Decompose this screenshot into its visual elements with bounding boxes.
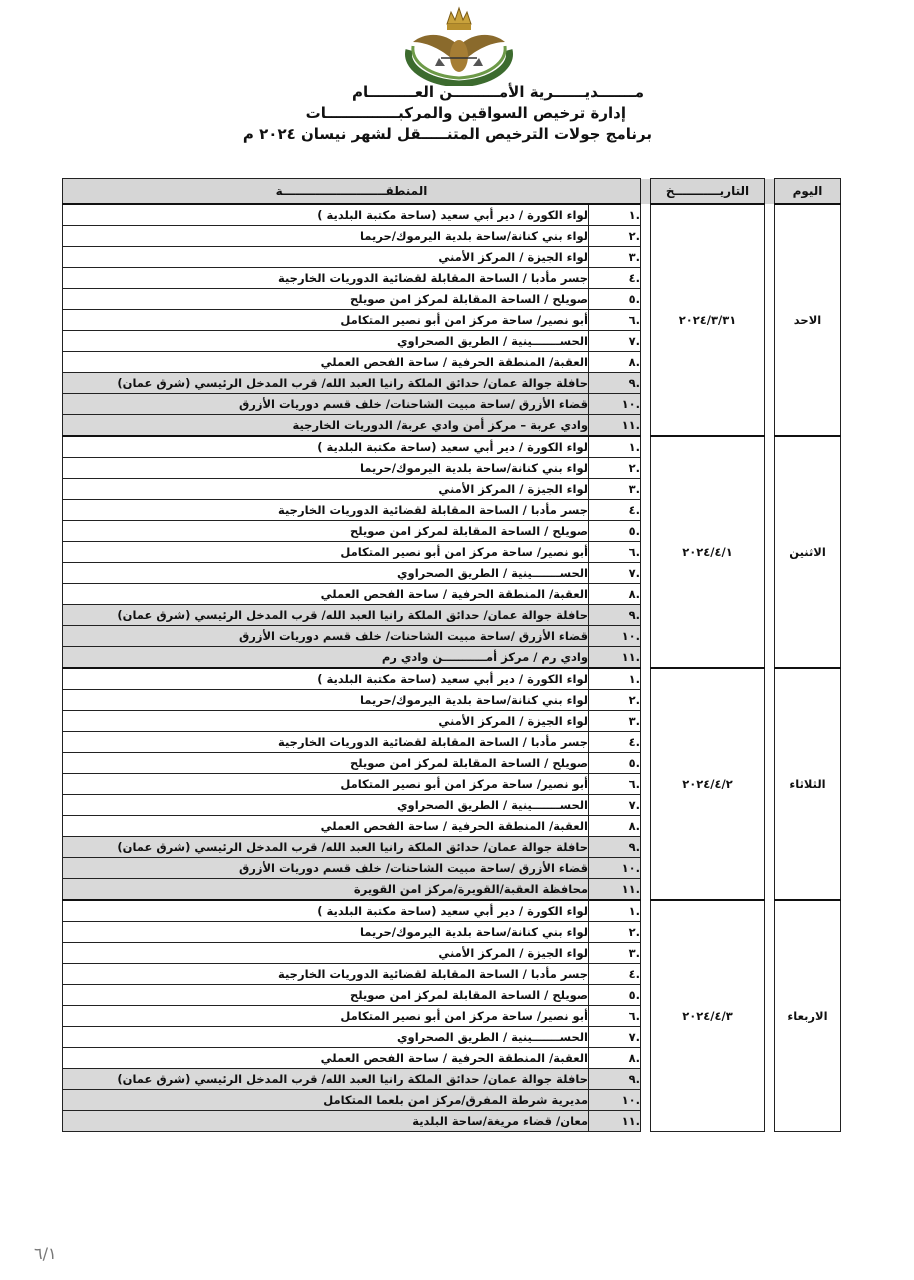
column-gap	[641, 179, 651, 205]
area-cell: العقبة/ المنطقة الحرفية / ساحة الفحص العملي	[63, 816, 589, 837]
area-cell: معان/ قضاء مريغة/ساحة البلدية	[63, 1111, 589, 1132]
day-cell: الثلاثاء	[775, 668, 841, 900]
area-cell: صويلح / الساحة المقابلة لمركز امن صويلح	[63, 753, 589, 774]
column-gap	[765, 179, 775, 205]
row-number: .٦	[589, 774, 641, 795]
row-number: .٢	[589, 922, 641, 943]
row-number: .١٠	[589, 858, 641, 879]
area-cell: لواء الجيزة / المركز الأمني	[63, 247, 589, 268]
row-number: .٦	[589, 1006, 641, 1027]
area-cell: جسر مأدبا / الساحة المقابلة لقضائية الدوريات الخارجية	[63, 964, 589, 985]
row-number: .٨	[589, 352, 641, 373]
area-cell: قضاء الأزرق /ساحة مبيت الشاحنات/ خلف قسم دوريات الأزرق	[63, 858, 589, 879]
row-number: .١	[589, 900, 641, 922]
row-number: .١	[589, 204, 641, 226]
row-number: .١	[589, 436, 641, 458]
row-number: .٧	[589, 331, 641, 352]
area-cell: لواء الجيزة / المركز الأمني	[63, 479, 589, 500]
area-cell: صويلح / الساحة المقابلة لمركز امن صويلح	[63, 985, 589, 1006]
page-number: ٦/١	[34, 1244, 57, 1263]
column-gap	[641, 900, 651, 1132]
row-number: .٧	[589, 1027, 641, 1048]
row-number: .١١	[589, 647, 641, 669]
area-cell: وادي عربة – مركز أمن وادي عربة/ الدوريات الخارجية	[63, 415, 589, 437]
row-number: .٣	[589, 711, 641, 732]
column-gap	[765, 436, 775, 668]
row-number: .١٠	[589, 626, 641, 647]
schedule-table	[62, 178, 841, 1132]
row-number: .٤	[589, 964, 641, 985]
area-cell: لواء الكورة / دير أبي سعيد (ساحة مكتبة البلدية )	[63, 900, 589, 922]
area-cell: لواء الكورة / دير أبي سعيد (ساحة مكتبة البلدية )	[63, 668, 589, 690]
row-number: .٤	[589, 500, 641, 521]
row-number: .٥	[589, 753, 641, 774]
date-cell: ٢٠٢٤/٤/٢	[651, 668, 765, 900]
area-cell: أبو نصير/ ساحة مركز امن أبو نصير المتكامل	[63, 310, 589, 331]
area-cell: جسر مأدبا / الساحة المقابلة لقضائية الدوريات الخارجية	[63, 500, 589, 521]
area-cell: قضاء الأزرق /ساحة مبيت الشاحنات/ خلف قسم دوريات الأزرق	[63, 626, 589, 647]
column-gap	[765, 204, 775, 436]
row-number: .٥	[589, 985, 641, 1006]
row-number: .٤	[589, 732, 641, 753]
area-cell: لواء الكورة / دير أبي سعيد (ساحة مكتبة البلدية )	[63, 204, 589, 226]
row-number: .٦	[589, 542, 641, 563]
area-cell: محافظة العقبة/القويرة/مركز امن القويرة	[63, 879, 589, 901]
header-date: التاريـــــــــــخ	[651, 179, 765, 205]
table-row	[63, 204, 841, 226]
row-number: .١٠	[589, 394, 641, 415]
table-row	[63, 436, 841, 458]
row-number: .٩	[589, 837, 641, 858]
area-cell: الحســـــــينية / الطريق الصحراوي	[63, 563, 589, 584]
area-cell: العقبة/ المنطقة الحرفية / ساحة الفحص العملي	[63, 1048, 589, 1069]
row-number: .١١	[589, 879, 641, 901]
row-number: .٩	[589, 373, 641, 394]
area-cell: أبو نصير/ ساحة مركز امن أبو نصير المتكامل	[63, 542, 589, 563]
column-gap	[641, 668, 651, 900]
table-header-row	[63, 179, 841, 205]
crest-emblem	[395, 6, 523, 86]
department-title: إدارة ترخيص السواقين والمركبــــــــــــــات	[305, 104, 626, 122]
area-cell: الحســـــــينية / الطريق الصحراوي	[63, 331, 589, 352]
row-number: .١١	[589, 1111, 641, 1132]
area-cell: لواء بني كنانة/ساحة بلدية اليرموك/حريما	[63, 458, 589, 479]
document-header	[242, 82, 652, 145]
header-area: المنطقـــــــــــــــــــــــــة	[63, 179, 641, 205]
row-number: .٨	[589, 816, 641, 837]
row-number: .٩	[589, 1069, 641, 1090]
area-cell: صويلح / الساحة المقابلة لمركز امن صويلح	[63, 289, 589, 310]
row-number: .١	[589, 668, 641, 690]
table-row	[63, 668, 841, 690]
row-number: .٣	[589, 247, 641, 268]
area-cell: لواء بني كنانة/ساحة بلدية اليرموك/حريما	[63, 690, 589, 711]
row-number: .٤	[589, 268, 641, 289]
day-cell: الاحد	[775, 204, 841, 436]
area-cell: أبو نصير/ ساحة مركز امن أبو نصير المتكامل	[63, 1006, 589, 1027]
row-number: .١٠	[589, 1090, 641, 1111]
area-cell: صويلح / الساحة المقابلة لمركز امن صويلح	[63, 521, 589, 542]
row-number: .١١	[589, 415, 641, 437]
area-cell: مديرية شرطة المفرق/مركز امن بلعما المتكامل	[63, 1090, 589, 1111]
row-number: .٥	[589, 521, 641, 542]
row-number: .٧	[589, 795, 641, 816]
area-cell: لواء بني كنانة/ساحة بلدية اليرموك/حريما	[63, 226, 589, 247]
row-number: .٣	[589, 943, 641, 964]
area-cell: جسر مأدبا / الساحة المقابلة لقضائية الدوريات الخارجية	[63, 732, 589, 753]
program-title: برنامج جولات الترخيص المتنـــــقل لشهر نيسان ٢٠٢٤ م	[242, 125, 652, 143]
directorate-title: مـــــــديــــــرية الأمـــــــــن العـــــــــام	[352, 83, 644, 101]
area-cell: العقبة/ المنطقة الحرفية / ساحة الفحص العملي	[63, 352, 589, 373]
row-number: .٢	[589, 458, 641, 479]
date-cell: ٢٠٢٤/٣/٣١	[651, 204, 765, 436]
area-cell: جسر مأدبا / الساحة المقابلة لقضائية الدوريات الخارجية	[63, 268, 589, 289]
row-number: .٦	[589, 310, 641, 331]
row-number: .٢	[589, 226, 641, 247]
column-gap	[641, 436, 651, 668]
area-cell: حافلة جوالة عمان/ حدائق الملكة رانيا العبد الله/ قرب المدخل الرئيسي (شرق عمان)	[63, 1069, 589, 1090]
area-cell: حافلة جوالة عمان/ حدائق الملكة رانيا العبد الله/ قرب المدخل الرئيسي (شرق عمان)	[63, 837, 589, 858]
area-cell: قضاء الأزرق /ساحة مبيت الشاحنات/ خلف قسم دوريات الأزرق	[63, 394, 589, 415]
day-cell: الاربعاء	[775, 900, 841, 1132]
area-cell: الحســـــــينية / الطريق الصحراوي	[63, 795, 589, 816]
area-cell: لواء الكورة / دير أبي سعيد (ساحة مكتبة البلدية )	[63, 436, 589, 458]
area-cell: حافلة جوالة عمان/ حدائق الملكة رانيا العبد الله/ قرب المدخل الرئيسي (شرق عمان)	[63, 605, 589, 626]
date-cell: ٢٠٢٤/٤/١	[651, 436, 765, 668]
area-cell: لواء الجيزة / المركز الأمني	[63, 711, 589, 732]
area-cell: أبو نصير/ ساحة مركز امن أبو نصير المتكامل	[63, 774, 589, 795]
area-cell: حافلة جوالة عمان/ حدائق الملكة رانيا العبد الله/ قرب المدخل الرئيسي (شرق عمان)	[63, 373, 589, 394]
date-cell: ٢٠٢٤/٤/٣	[651, 900, 765, 1132]
row-number: .٩	[589, 605, 641, 626]
header-day: اليوم	[775, 179, 841, 205]
area-cell: لواء بني كنانة/ساحة بلدية اليرموك/حريما	[63, 922, 589, 943]
row-number: .٥	[589, 289, 641, 310]
row-number: .٧	[589, 563, 641, 584]
column-gap	[765, 668, 775, 900]
column-gap	[765, 900, 775, 1132]
day-cell: الاثنين	[775, 436, 841, 668]
row-number: .٨	[589, 584, 641, 605]
area-cell: وادي رم / مركز أمـــــــــــن وادي رم	[63, 647, 589, 669]
column-gap	[641, 204, 651, 436]
area-cell: الحســـــــينية / الطريق الصحراوي	[63, 1027, 589, 1048]
row-number: .٢	[589, 690, 641, 711]
row-number: .٨	[589, 1048, 641, 1069]
table-row	[63, 900, 841, 922]
area-cell: لواء الجيزة / المركز الأمني	[63, 943, 589, 964]
row-number: .٣	[589, 479, 641, 500]
area-cell: العقبة/ المنطقة الحرفية / ساحة الفحص العملي	[63, 584, 589, 605]
